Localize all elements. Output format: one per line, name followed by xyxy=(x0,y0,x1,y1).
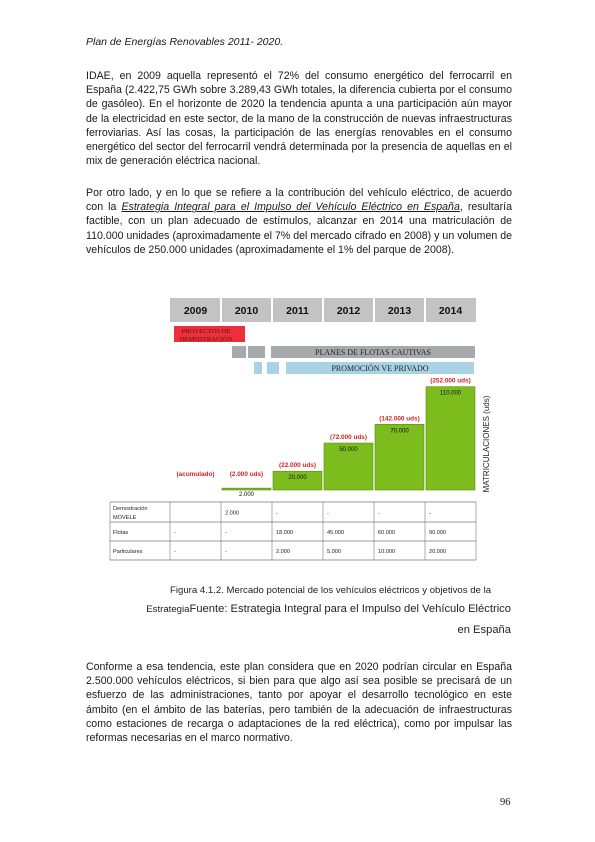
bar-2010 xyxy=(222,488,271,490)
table-cell: - xyxy=(429,510,431,517)
bar-value-label: 110.000 xyxy=(439,390,462,397)
year-label-2010: 2010 xyxy=(234,305,259,317)
table-cell: 45.000 xyxy=(327,530,345,536)
table-cell: - xyxy=(174,530,176,536)
table-cell: 20.000 xyxy=(429,549,447,555)
figure-source xyxy=(146,603,511,615)
demo-phase-label-2: DEMOSTRACIÓN xyxy=(179,336,233,343)
paragraph-2020-outlook: Conforme a esa tendencia, este plan considera que en 2020 podrían circular en España 2.500.000 vehículos eléctricos, si bien para que algo así sea posible se precisará de un esfuerzo de las administraciones, tanto por apoyar el desarrollo tecnológico en este ámbito (en el ámbito de las baterías, pero también de la adecuación de infraestructuras como estaciones de recarga o adaptaciones de la red eléctrica), como por impulsar las reformas necesarias en el marco normativo. xyxy=(86,661,512,745)
bar-2014 xyxy=(426,387,475,490)
paragraph-electric-vehicle xyxy=(86,186,512,257)
table-cell: 90.000 xyxy=(429,530,447,536)
year-label-2009: 2009 xyxy=(183,305,208,317)
table-cell: - xyxy=(327,510,329,517)
cumulative-label: (252.000 uds) xyxy=(430,377,471,385)
figure-source-cont: en España xyxy=(457,624,511,636)
bar-value-label: 20.000 xyxy=(288,475,307,482)
table-cell: 10.000 xyxy=(378,549,396,555)
page-header: Plan de Energías Renovables 2011- 2020. xyxy=(86,36,284,48)
year-label-2013: 2013 xyxy=(387,305,412,317)
promocion-phase-label: PROMOCIÓN VE PRIVADO xyxy=(331,364,429,373)
cumulative-label: (22.000 uds) xyxy=(279,462,316,470)
figure-caption: Figura 4.1.2. Mercado potencial de los vehículos eléctricos y objetivos de la xyxy=(170,585,492,596)
bar-value-label: 70.000 xyxy=(390,428,409,435)
cumulative-label: (acumulado) xyxy=(176,471,215,478)
table-cell: 2.000 xyxy=(225,510,239,517)
table-cell: 5.000 xyxy=(327,549,341,555)
strategy-title: Estrategia Integral para el Impulso del Vehículo Eléctrico en España xyxy=(121,201,460,214)
flotas-block-2 xyxy=(248,346,265,358)
page-number: 96 xyxy=(500,797,511,808)
caption-source: Fuente: Estrategia Integral para el Impulso del Vehículo Eléctrico xyxy=(189,603,511,615)
table-cell: 60.000 xyxy=(378,530,396,536)
table-cell: - xyxy=(225,530,227,536)
paragraph-text: , resultaría factible, con un plan adecuado de estímulos, alcanzar en 2014 una matriculación de 110.000 unidades (aproximadamente el 7% del mercado cifrado en 2008) y un volumen de vehículos de 250.000 unidades (aproximadamente el 1% del parque de 2008). xyxy=(86,201,513,256)
year-label-2014: 2014 xyxy=(438,305,463,317)
table-cell: 2.000 xyxy=(276,549,290,555)
cumulative-label: (72.000 uds) xyxy=(330,434,367,442)
year-label-2012: 2012 xyxy=(336,305,361,317)
flotas-phase-label: PLANES DE FLOTAS CAUTIVAS xyxy=(315,348,431,357)
flotas-block-1 xyxy=(232,346,246,358)
table-cell: 18.000 xyxy=(276,530,294,536)
bar-value-label: 2.000 xyxy=(238,492,255,499)
cumulative-label: (2.000 uds) xyxy=(229,471,264,478)
table-row-label: Particulares xyxy=(113,549,143,555)
paragraph-text: Por otro lado, y en lo que se refiere a la contribución del vehículo eléctrico, de acuerdo con la xyxy=(86,187,512,214)
promo-block-1 xyxy=(254,362,262,374)
year-label-2011: 2011 xyxy=(286,305,309,317)
demo-phase-label: PROYECTOS DE xyxy=(181,328,231,335)
table-cell: - xyxy=(378,510,380,517)
bar-value-label: 50.000 xyxy=(339,447,358,454)
cumulative-label: (142.000 uds) xyxy=(379,415,420,423)
table-row-label: Demostración MOVELE xyxy=(113,506,148,521)
ev-market-figure xyxy=(108,296,506,564)
table-row-label: Flotas xyxy=(113,530,129,536)
table-cell: - xyxy=(276,510,278,517)
caption-fragment: Estrategia xyxy=(146,604,190,615)
table-cell: - xyxy=(225,549,227,555)
promo-block-2 xyxy=(267,362,279,374)
paragraph-rail-electricity: IDAE, en 2009 aquella representó el 72% del consumo energético del ferrocarril en España (2.422,75 GWh sobre 3.289,43 GWh totales, la diferencia cubierta por el consumo de gasóleo). En el horizonte de 2020 la tendencia apunta a una participación aún mayor de la electricidad en este sector, de la mano de la construcción de nuevas infraestructuras ferroviarias. Así las cosas, la participación de las energías renovables en el consumo energético del sector del ferrocarril vendrá determinada por la presencia de aquellas en el mix de generación eléctrica nacional. xyxy=(86,70,512,168)
table-cell: - xyxy=(174,549,176,555)
y-axis-label: MATRICULACIONES (uds) xyxy=(482,395,491,493)
